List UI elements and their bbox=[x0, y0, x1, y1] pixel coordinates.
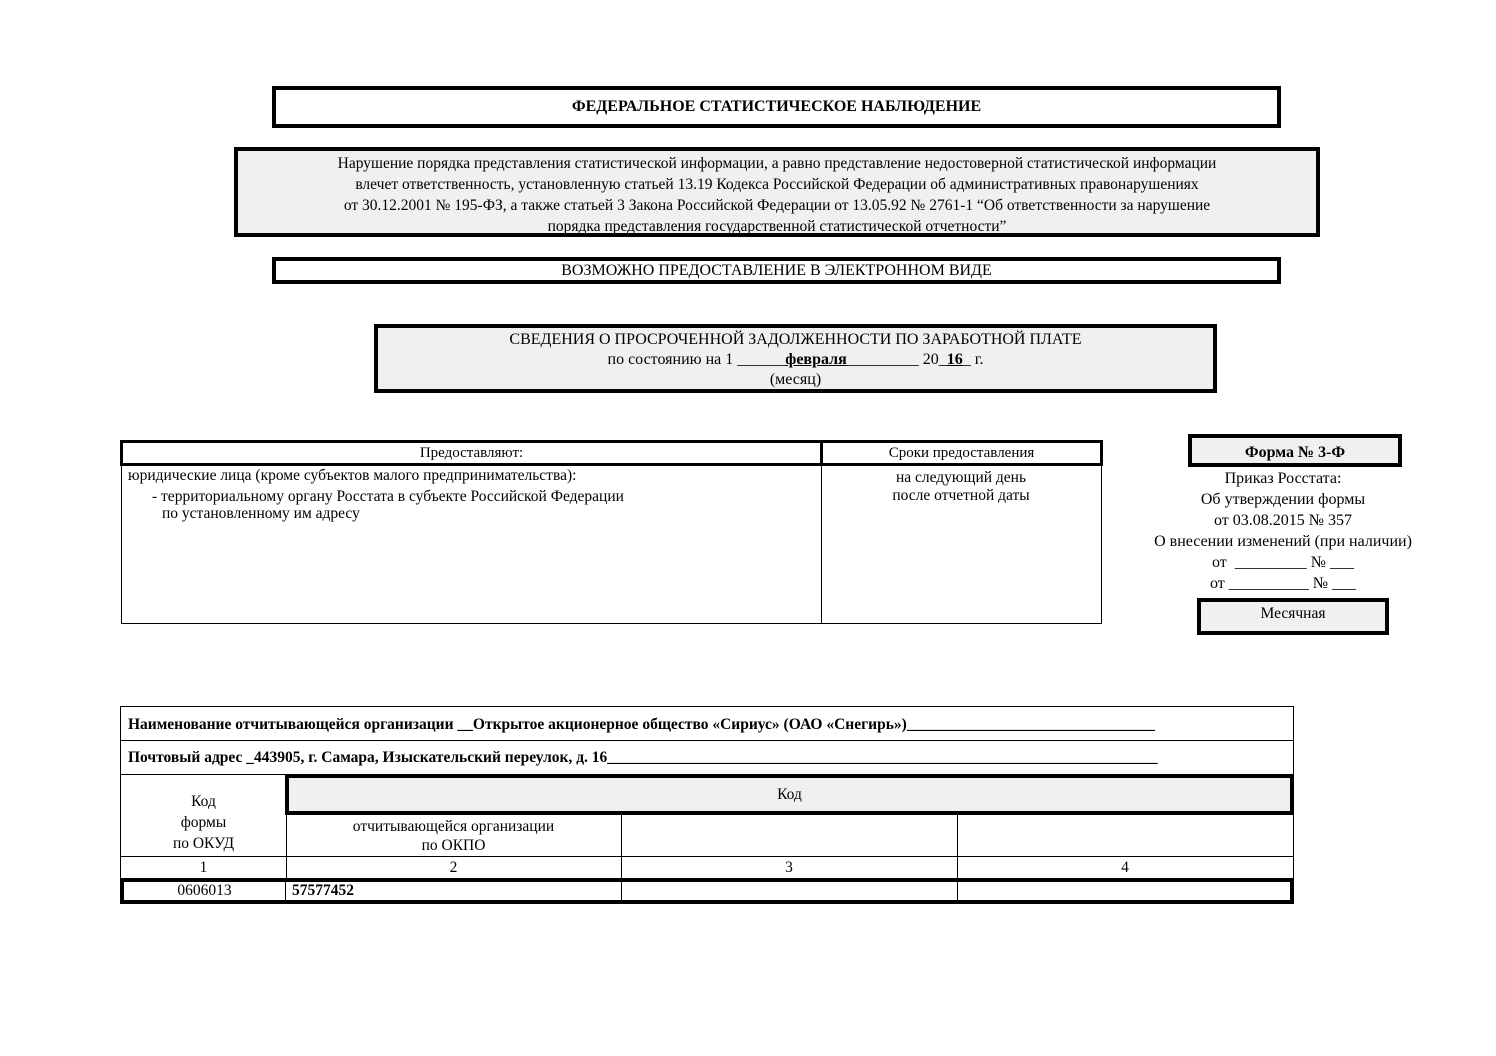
okpo-header-line: отчитывающейся организации bbox=[352, 818, 555, 835]
form-number: Форма № 3-Ф bbox=[1244, 444, 1346, 461]
deadline-header-text: Сроки предоставления bbox=[888, 445, 1035, 461]
okud-header-cell bbox=[120, 774, 287, 857]
col4-header-cell bbox=[957, 815, 1294, 857]
title-text: ФЕДЕРАЛЬНОЕ СТАТИСТИЧЕСКОЕ НАБЛЮДЕНИЕ bbox=[571, 98, 982, 115]
report-date-line bbox=[378, 350, 1213, 370]
submitters-line: по установленному им адресу bbox=[162, 505, 360, 522]
federal-observation-title bbox=[272, 86, 1281, 128]
code-group-label: Код bbox=[777, 786, 802, 803]
org-address-fill: _______________________________________________________________________ bbox=[607, 749, 1158, 766]
deadline-line: на следующий день bbox=[895, 469, 1027, 486]
year-prefix: 20 bbox=[918, 351, 939, 368]
col3-value[interactable] bbox=[621, 882, 958, 900]
organization-name-row bbox=[120, 706, 1294, 741]
okud-header-line: по ОКУД bbox=[172, 835, 235, 852]
warning-line: Нарушение порядка представления статистической информации, а равно представление недостоверной статистической информации bbox=[337, 155, 1217, 172]
periodicity-text: Месячная bbox=[1260, 605, 1326, 622]
org-name-fill: ________________________________ bbox=[906, 716, 1155, 733]
rosstat-order-block bbox=[1126, 468, 1440, 594]
okud-code-value[interactable]: 0606013 bbox=[124, 882, 286, 900]
okpo-header-line: по ОКПО bbox=[421, 837, 486, 854]
order-line: от 03.08.2015 № 357 bbox=[1213, 512, 1353, 529]
year-blank: _ bbox=[962, 351, 971, 368]
submitters-header-text: Предоставляют: bbox=[419, 445, 524, 461]
order-line: О внесении изменений (при наличии) bbox=[1154, 533, 1412, 550]
column-number: 4 bbox=[957, 856, 1294, 879]
submitters-header bbox=[120, 440, 823, 466]
col4-value[interactable] bbox=[957, 882, 1290, 900]
submitters-cell bbox=[121, 465, 822, 624]
year-blank: _ bbox=[938, 351, 947, 368]
report-title-box bbox=[374, 324, 1217, 393]
electronic-text: ВОЗМОЖНО ПРЕДОСТАВЛЕНИЕ В ЭЛЕКТРОННОМ ВИДЕ bbox=[561, 262, 992, 279]
order-line: Приказ Росстата: bbox=[1224, 470, 1342, 487]
okud-header-line: Код bbox=[191, 793, 216, 810]
column-number: 3 bbox=[621, 856, 958, 879]
year-suffix: г. bbox=[970, 351, 984, 368]
org-name-field[interactable]: __Открытое акционерное общество «Сириус» (ОАО «Снегирь») bbox=[457, 716, 907, 733]
okpo-header-cell bbox=[286, 815, 622, 857]
okud-header-line: формы bbox=[180, 814, 227, 831]
amendment-line-1[interactable]: от _________ № ___ bbox=[1211, 554, 1355, 571]
col3-header-cell bbox=[621, 815, 958, 857]
amendment-line-2[interactable]: от __________ № ___ bbox=[1209, 575, 1357, 592]
org-address-field[interactable]: _443905, г. Самара, Изыскательский переулок, д. 16 bbox=[246, 749, 608, 766]
date-blank: _________ bbox=[846, 351, 919, 368]
form-number-box bbox=[1188, 434, 1402, 467]
org-address-label: Почтовый адрес bbox=[128, 749, 247, 766]
okpo-code-value[interactable]: 57577452 bbox=[286, 882, 622, 900]
date-prefix: по состоянию на 1 bbox=[607, 351, 738, 368]
periodicity-box bbox=[1197, 598, 1389, 635]
org-name-label: Наименование отчитывающейся организации bbox=[128, 716, 458, 733]
report-year-field[interactable]: 16 bbox=[946, 351, 963, 368]
report-month-field[interactable]: февраля bbox=[785, 351, 847, 368]
code-group-header bbox=[285, 774, 1294, 815]
submitters-line: - территориальному органу Росстата в субъекте Российской Федерации bbox=[152, 488, 624, 505]
liability-warning-box bbox=[234, 147, 1320, 237]
month-caption: (месяц) bbox=[769, 371, 822, 388]
report-title: СВЕДЕНИЯ О ПРОСРОЧЕННОЙ ЗАДОЛЖЕННОСТИ ПО ЗАРАБОТНОЙ ПЛАТЕ bbox=[509, 331, 1082, 348]
organization-address-row bbox=[120, 740, 1294, 775]
warning-line: влечет ответственность, установленную статьей 13.19 Кодекса Российской Федерации об административных правонарушениях bbox=[355, 176, 1199, 193]
date-blank: ______ bbox=[737, 351, 786, 368]
order-line: Об утверждении формы bbox=[1200, 491, 1366, 508]
deadline-header bbox=[820, 440, 1103, 466]
column-number: 1 bbox=[120, 856, 287, 879]
deadline-cell bbox=[821, 465, 1102, 624]
electronic-submission-notice bbox=[272, 257, 1281, 284]
warning-line: от 30.12.2001 № 195-ФЗ, а также статьей 3 Закона Российской Федерации от 13.05.92 № 2761-1 “Об ответственности за нарушение bbox=[343, 197, 1211, 214]
warning-line: порядка представления государственной статистической отчетности” bbox=[547, 218, 1007, 235]
submitters-line: юридические лица (кроме субъектов малого предпринимательства): bbox=[128, 467, 577, 484]
column-number: 2 bbox=[286, 856, 622, 879]
deadline-line: после отчетной даты bbox=[892, 487, 1030, 504]
